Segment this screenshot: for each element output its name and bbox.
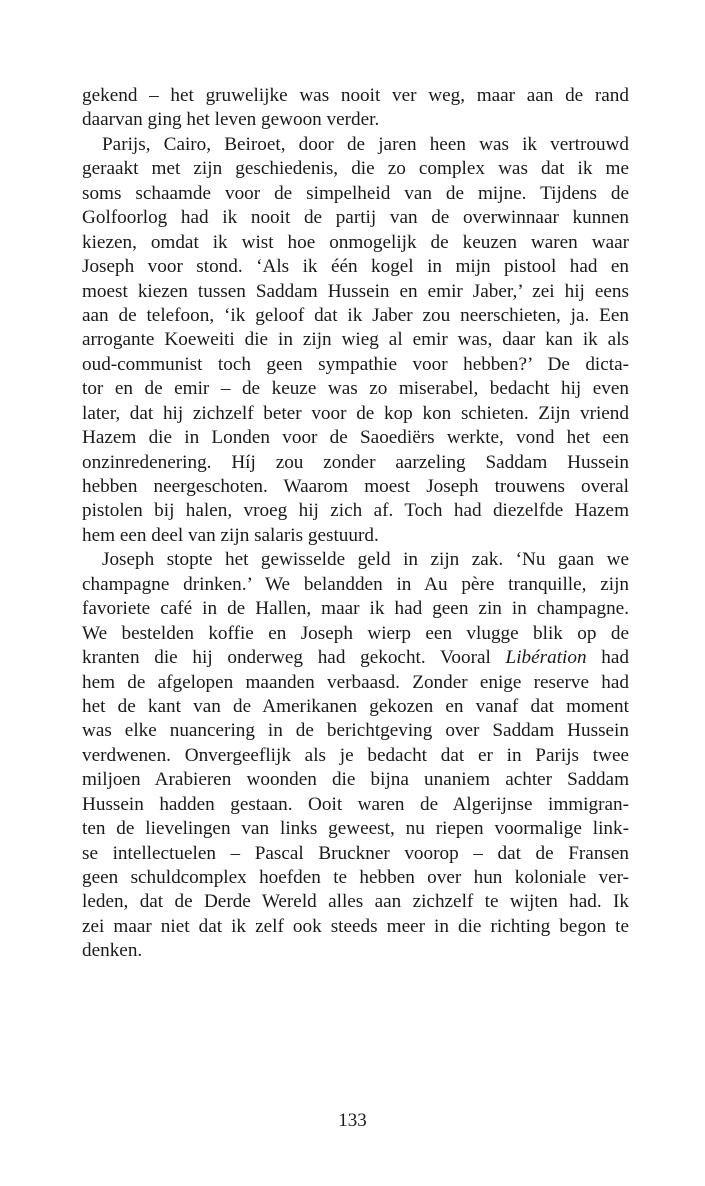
text-line: daarvan ging het leven gewoon verder. bbox=[82, 109, 380, 131]
text-line: gekend – het gruwelijke was nooit ver weg, maar aan de rand bbox=[82, 85, 629, 106]
text-line: Hussein hadden gestaan. Ooit waren de Algerijnse immigran- bbox=[82, 793, 629, 815]
text-line: oud-communist toch geen sympathie voor hebben?’ De dicta- bbox=[82, 353, 629, 375]
text-line: was elke nuancering in de berichtgeving over Saddam Hussein bbox=[82, 720, 629, 742]
text-line: hem de afgelopen maanden verbaasd. Zonder enige reserve had bbox=[82, 671, 629, 693]
text-line: miljoen Arabieren woonden die bijna unaniem achter Saddam bbox=[82, 769, 629, 791]
text-line: leden, dat de Derde Wereld alles aan zichzelf te wijten had. Ik bbox=[82, 891, 629, 913]
text-line: We bestelden koffie en Joseph wierp een vlugge blik op de bbox=[82, 622, 629, 644]
text-line: geen schuldcomplex hoefden te hebben over hun koloniale ver- bbox=[82, 867, 629, 888]
text-line: tor en de emir – de keuze was zo miserabel, bedacht hij even bbox=[82, 378, 629, 400]
text-line: aan de telefoon, ‘ik geloof dat ik Jaber zou neerschieten, ja. Een bbox=[82, 304, 629, 326]
text-line: verdwenen. Onvergeeflijk als je bedacht dat er in Parijs twee bbox=[82, 744, 629, 766]
page-number: 133 bbox=[338, 1110, 367, 1131]
text-line: zei maar niet dat ik zelf ook steeds meer in die richting begon te bbox=[82, 915, 629, 937]
paragraph bbox=[82, 133, 629, 548]
text-line: arrogante Koeweiti die in zijn wieg al emir was, daar kan ik als bbox=[82, 329, 629, 351]
text-line: favoriete café in de Hallen, maar ik had geen zin in champagne. bbox=[82, 598, 629, 620]
text-line: Joseph voor stond. ‘Als ik één kogel in mijn pistool had en bbox=[82, 256, 629, 278]
italic-title: Libération bbox=[505, 647, 587, 669]
text-line: later, dat hij zichzelf beter voor de kop kon schieten. Zijn vriend bbox=[82, 402, 629, 424]
text-line: Parijs, Cairo, Beiroet, door de jaren heen was ik vertrouwd bbox=[102, 133, 629, 155]
text-line: kranten die hij onderweg had gekocht. Vooral Libération had bbox=[82, 647, 629, 669]
text-line: moest kiezen tussen Saddam Hussein en emir Jaber,’ zei hij eens bbox=[82, 280, 629, 302]
paragraph bbox=[82, 84, 629, 133]
text-line: Golfoorlog had ik nooit de partij van de overwinnaar kunnen bbox=[82, 207, 629, 229]
paragraph bbox=[82, 548, 629, 963]
text-line: Joseph stopte het gewisselde geld in zijn zak. ‘Nu gaan we bbox=[102, 549, 629, 571]
page-body bbox=[82, 84, 629, 964]
text-line: hem een deel van zijn salaris gestuurd. bbox=[82, 524, 379, 546]
text-line: geraakt met zijn geschiedenis, die zo complex was dat ik me bbox=[82, 158, 629, 180]
text-line: kiezen, omdat ik wist hoe onmogelijk de keuzen waren waar bbox=[82, 231, 629, 253]
text-line: denken. bbox=[82, 940, 143, 962]
text-line: se intellectuelen – Pascal Bruckner voorop – dat de Fransen bbox=[82, 842, 629, 864]
text-line: pistolen bij halen, vroeg hij zich af. Toch had diezelfde Hazem bbox=[82, 500, 629, 522]
text-line: het de kant van de Amerikanen gekozen en vanaf dat moment bbox=[82, 695, 629, 717]
text-line: soms schaamde voor de simpelheid van de mijne. Tijdens de bbox=[82, 182, 629, 204]
text-line: Hazem die in Londen voor de Saoediërs werkte, vond het een bbox=[82, 427, 629, 449]
text-line: ten de lievelingen van links geweest, nu riepen voormalige link- bbox=[82, 818, 629, 840]
text-line: hebben neergeschoten. Waarom moest Joseph trouwens overal bbox=[82, 476, 629, 497]
text-line: champagne drinken.’ We belandden in Au père tranquille, zijn bbox=[82, 573, 629, 595]
text-line: onzinredenering. Híj zou zonder aarzeling Saddam Hussein bbox=[82, 451, 629, 473]
